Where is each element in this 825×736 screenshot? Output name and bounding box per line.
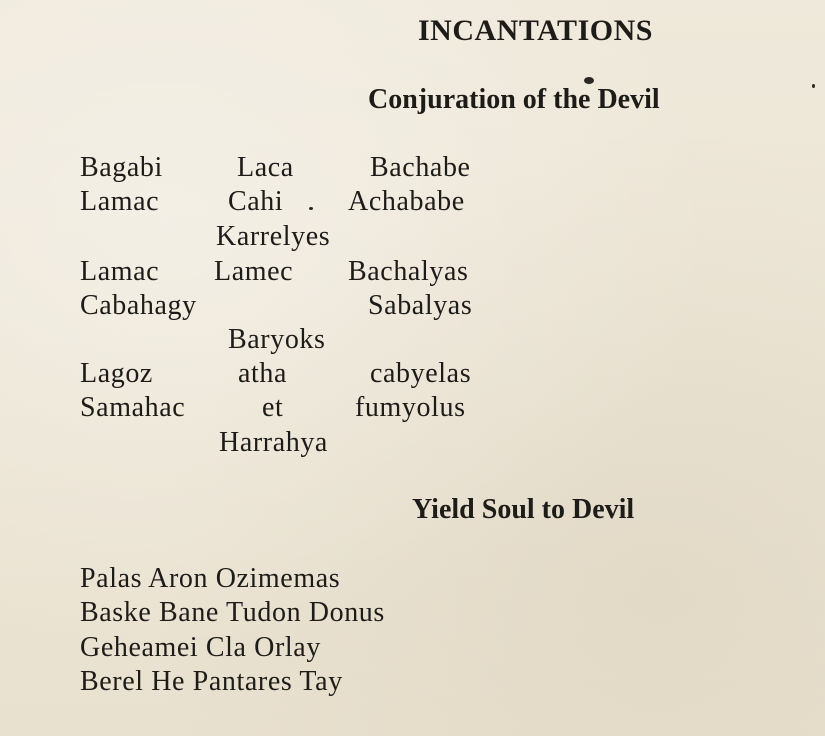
yield-soul-heading: Yield Soul to Devil	[412, 494, 635, 525]
incantation-line: Palas Aron Ozimemas	[80, 563, 341, 594]
incantation-word: Bachabe	[370, 152, 471, 183]
incantation-word: Cabahagy	[80, 290, 197, 321]
incantation-word: Lamac	[80, 256, 160, 287]
incantation-word: Laca	[237, 152, 294, 183]
page-title: INCANTATIONS	[418, 14, 653, 47]
incantation-word: Baryoks	[228, 324, 326, 355]
conjuration-heading: Conjuration of the Devil	[368, 84, 660, 115]
incantation-word: Samahac	[80, 392, 186, 423]
incantation-word: fumyolus	[355, 392, 466, 423]
incantation-word: Karrelyes	[216, 221, 331, 252]
incantation-word: Bagabi	[80, 152, 163, 183]
incantation-word: Bachalyas	[348, 256, 469, 287]
incantation-word: Cahi	[228, 186, 284, 217]
incantation-word: Harrahya	[219, 427, 328, 458]
ink-smudge	[309, 207, 313, 210]
incantation-word: Sabalyas	[368, 290, 473, 321]
incantation-line: Berel He Pantares Tay	[80, 666, 343, 697]
ink-smudge	[584, 77, 594, 84]
incantation-word: Lagoz	[80, 358, 153, 389]
incantation-word: Achababe	[348, 186, 465, 217]
incantation-line: Baske Bane Tudon Donus	[80, 597, 385, 628]
incantation-word: cabyelas	[370, 358, 472, 389]
incantation-word: et	[262, 392, 284, 423]
incantation-line: Geheamei Cla Orlay	[80, 632, 321, 663]
incantation-word: Lamac	[80, 186, 160, 217]
incantation-word: Lamec	[214, 256, 294, 287]
incantation-word: atha	[238, 358, 288, 389]
ink-smudge	[812, 84, 815, 88]
